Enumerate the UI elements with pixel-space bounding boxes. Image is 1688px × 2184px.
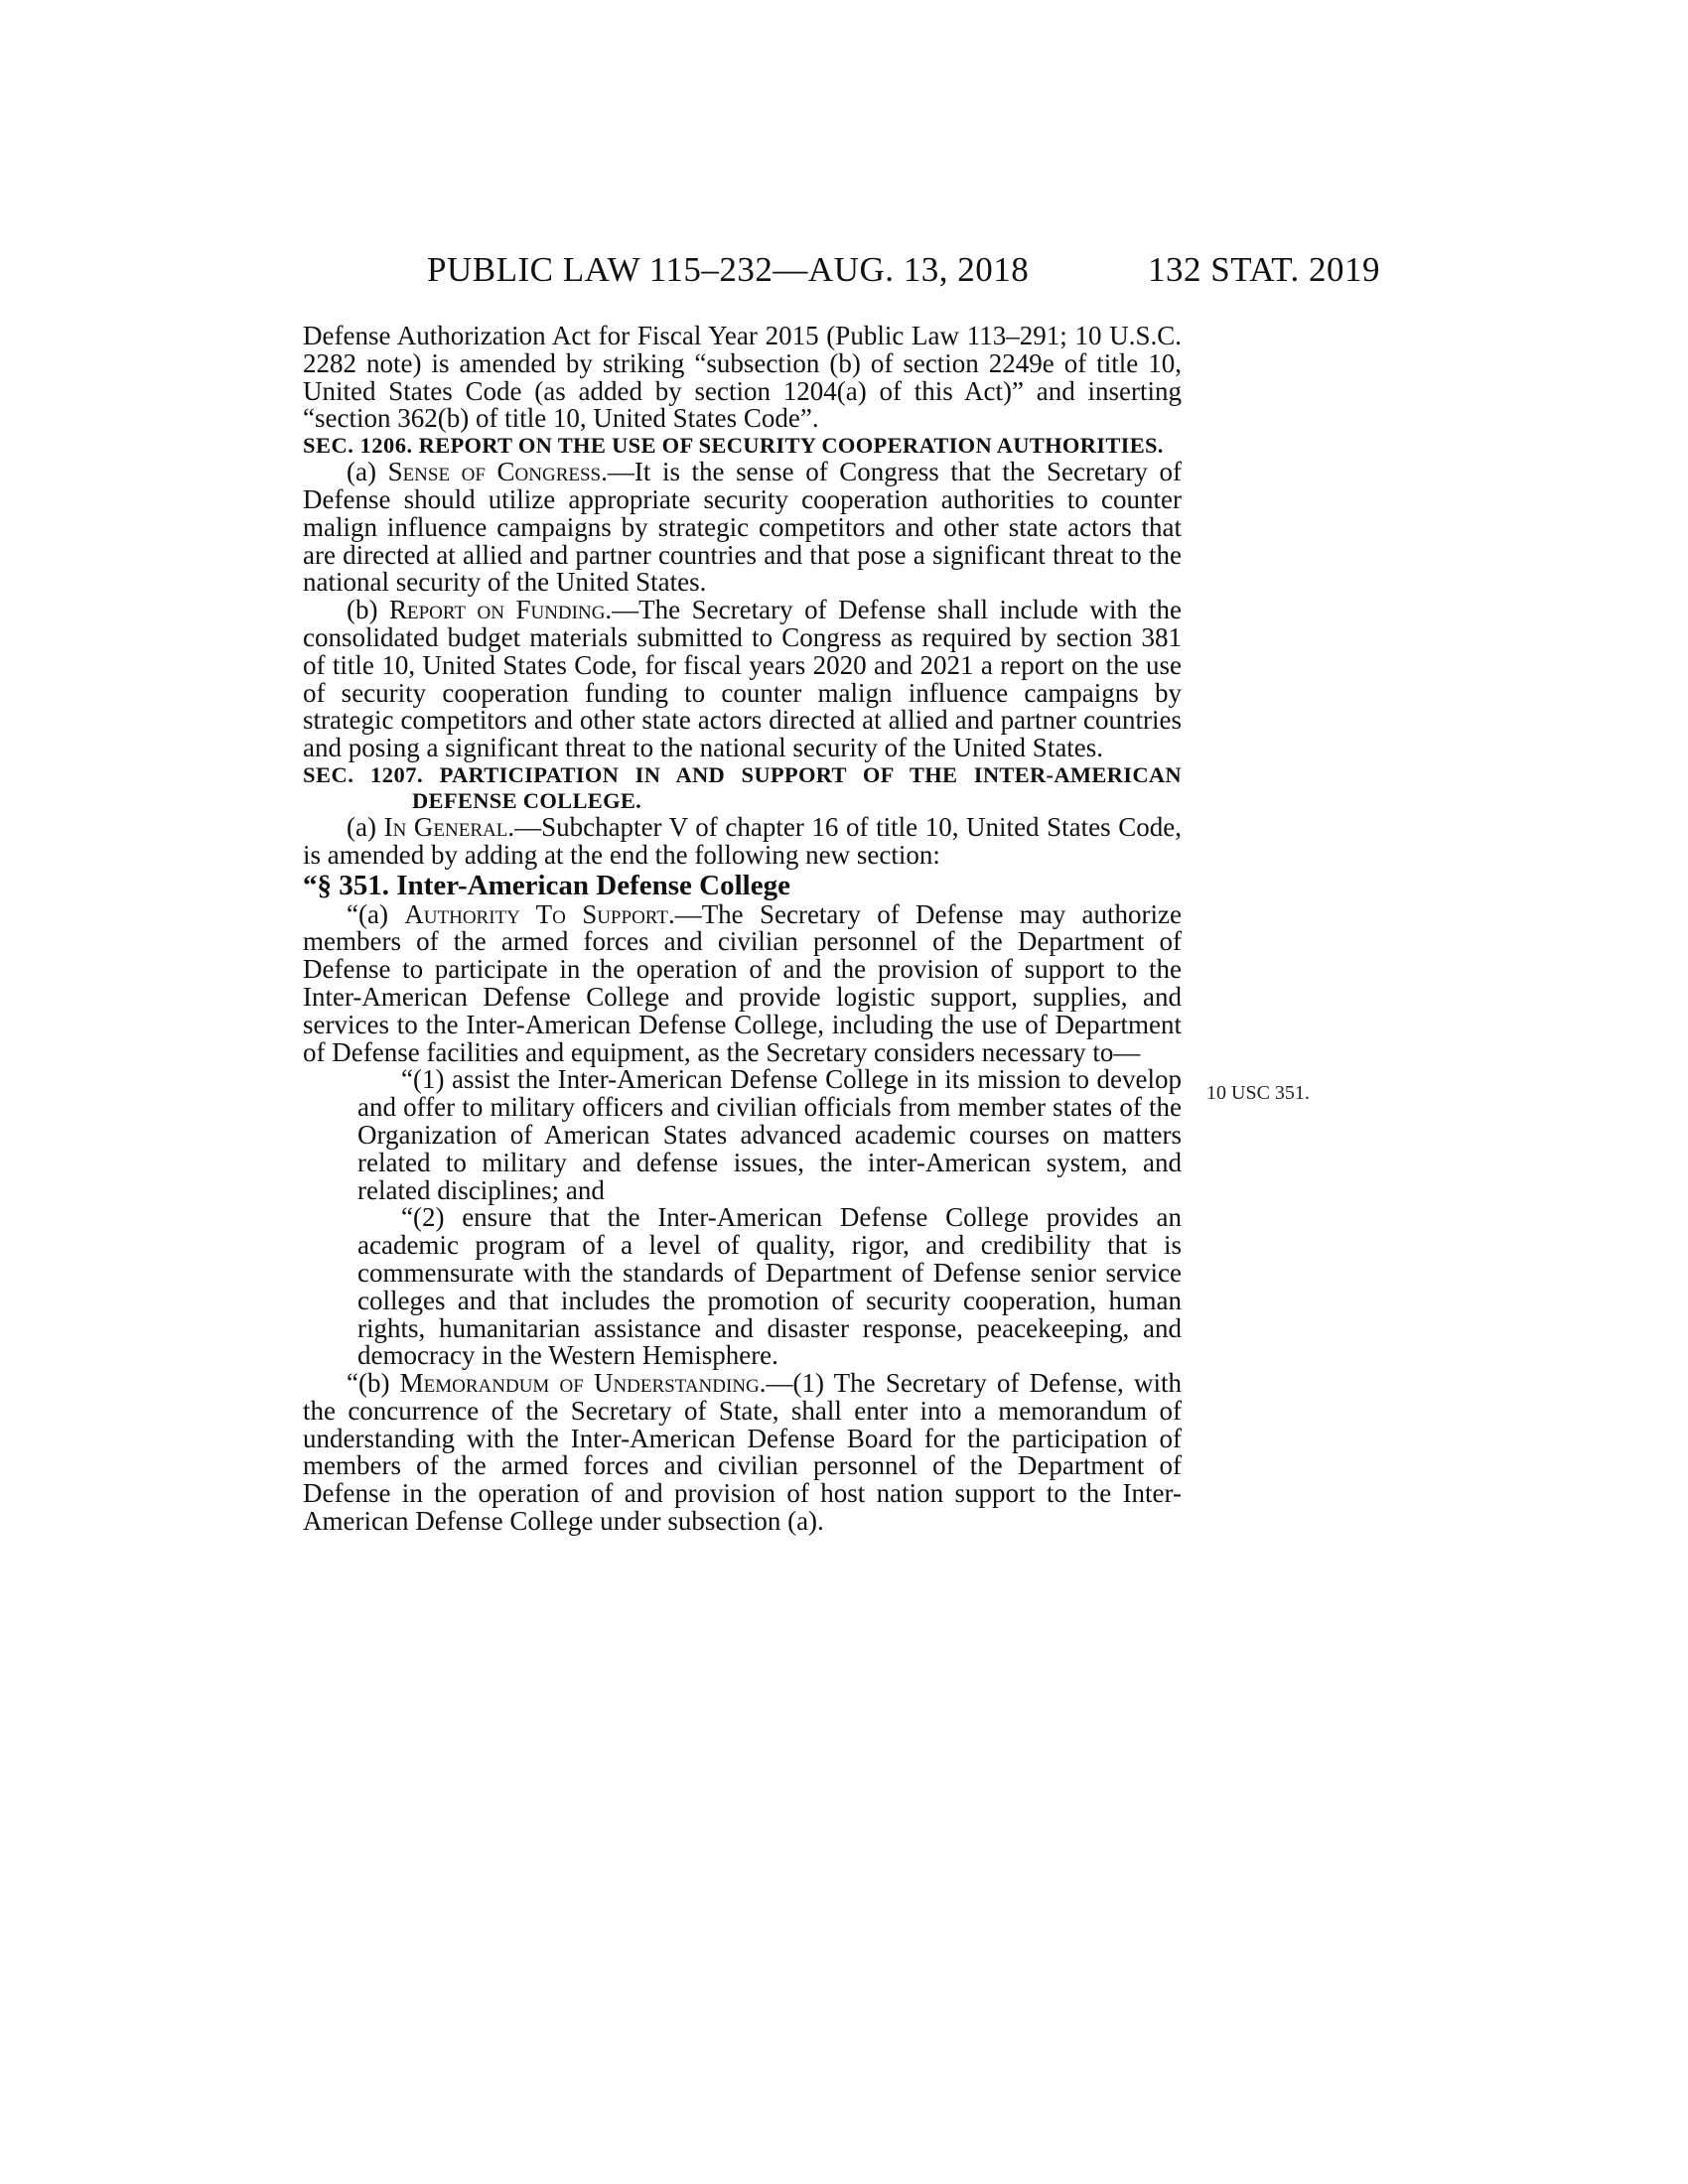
paragraph-2: “(2) ensure that the Inter-American Defense College provides an academic program of a level of quality, rigor, and credibility that is commensurate with the standards of Department of Defense senior service colleges and that includes the promotion of security cooperation, human rights, humanitarian assistance and disaster response, peacekeeping, and democracy in the Western Hemisphere. [357,1202,1182,1371]
subsection-text: .—Subchapter V of chapter 16 of title 10, United States Code, is amended by adding at the end the following new section: [303,811,1182,870]
statute-page-number: 132 STAT. 2019 [1148,250,1380,289]
subsection-text: .—The Secretary of Defense may authorize members of the armed forces and civilian personnel of the Department of Defense to participate in the operation of and the provision of support to the Inter-American Defense College and provide logistic support, supplies, and services to the Inter-American Defense College, including the use of Department of Defense facilities and equipment, as the Secretary considers necessary to— [303,898,1182,1067]
subsection-heading: Report on Funding [388,595,606,625]
section-1206-heading [303,433,1182,459]
subsection-label: “(a) [347,898,405,929]
sec1207-subsection-a [303,811,1182,870]
running-head-title: PUBLIC LAW 115–232—AUG. 13, 2018 [427,250,1030,289]
sec351-subsection-b [303,1370,1182,1536]
subsection-text: .—The Secretary of Defense shall include with the consolidated budget materials submitted to Congress as required by section 381 of title 10, United States Code, for fiscal years 2020 and 2021 a report on the use of security cooperation funding to counter malign influence campaigns by strategic competitors and other state actors directed at allied and partner countries and posing a significant threat to the national security of the United States. [303,595,1182,763]
subsection-label: (a) [347,457,388,487]
margin-citation: 10 USC 351. [1206,1082,1310,1104]
subsection-text: .—It is the sense of Congress that the Secretary of Defense should utilize appropriate security cooperation authorities to counter malign influence campaigns by strategic competitors and other state actors that are directed at allied and partner countries and that pose a significant threat to the national security of the United States. [303,457,1183,598]
section-number: SEC. 1206. [303,433,413,459]
sec351-subsection-a [303,898,1182,1067]
sec1206-subsection-b [303,597,1182,762]
section-351-heading: “§ 351. Inter-American Defense College [303,869,790,901]
subsection-heading: Sense of Congress [387,457,602,487]
intro-paragraph: Defense Authorization Act for Fiscal Year 2015 (Public Law 113–291; 10 U.S.C. 2282 note) is amended by striking “subsection (b) of section 2249e of title 10, United States Code (as added by section 1204(a) of this Act)” and inserting “section 362(b) of title 10, United States Code”. [303,321,1182,434]
document-body [303,323,1182,1536]
sec1206-subsection-a [303,459,1182,597]
section-1207-heading [303,762,1182,814]
paragraph-list [357,1066,1182,1370]
section-title: REPORT ON THE USE OF SECURITY COOPERATION AUTHORITIES. [418,433,1164,459]
subsection-heading: Authority To Support [404,898,668,929]
subsection-label: (b) [347,595,389,625]
subsection-label: “(b) [347,1368,400,1399]
section-title: PARTICIPATION IN AND SUPPORT OF THE INTER-AMERICAN DEFENSE COLLEGE. [412,761,1182,813]
subsection-text: .—(1) The Secretary of Defense, with the concurrence of the Secretary of State, shall enter into a memorandum of understanding with the Inter-American Defense Board for the participation of members of the armed forces and civilian personnel of the Department of Defense in the operation of and provision of host nation support to the Inter-American Defense College under subsection (a). [303,1368,1182,1537]
paragraph-1: “(1) assist the Inter-American Defense College in its mission to develop and offer to military officers and civilian officials from member states of the Organization of American States advanced academic courses on matters related to military and defense issues, the inter-American system, and related disciplines; and [357,1064,1182,1205]
subsection-heading: Memorandum of Understanding [399,1368,760,1399]
subsection-label: (a) [347,811,384,842]
section-number: SEC. 1207. [303,761,424,787]
subsection-heading: In General [383,811,508,842]
